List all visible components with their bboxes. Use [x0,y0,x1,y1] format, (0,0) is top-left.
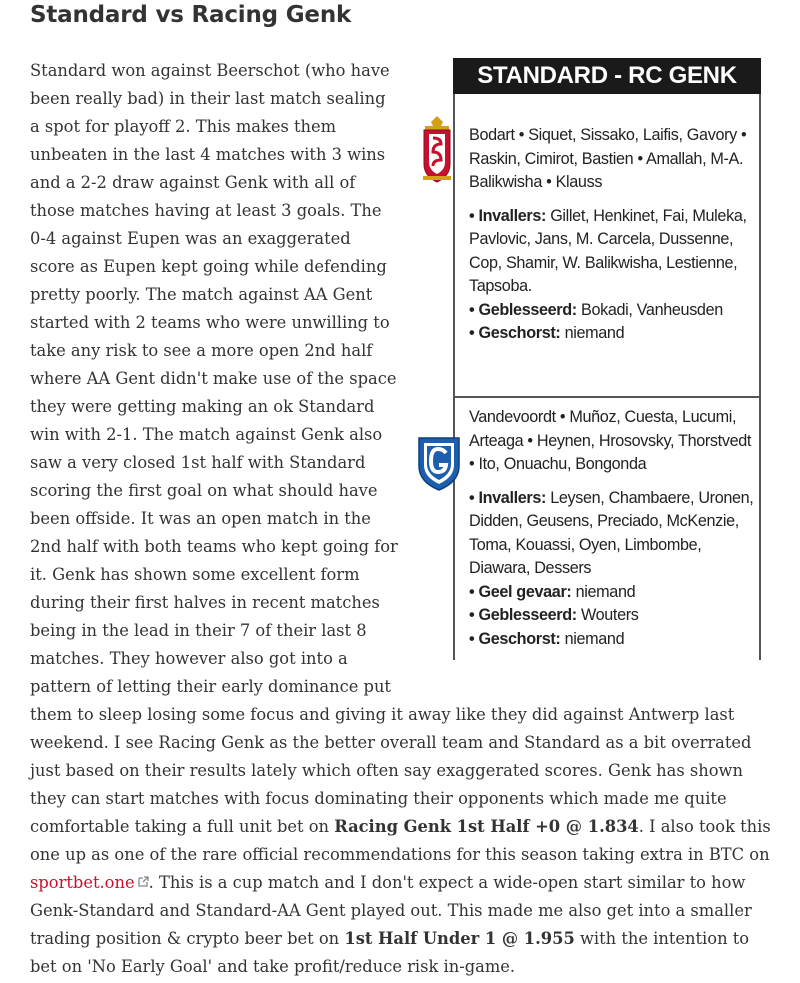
article-text-2: . I also took this one up as one of the rare official recommendations for this season taking extra in BTC on [30,817,771,864]
standard-suspended-label: • Geschorst: [469,324,561,342]
standard-injured-list: Bokadi, Vanheusden [576,300,723,319]
genk-yellow-label: • Geel gevaar: [469,582,572,601]
genk-suspended-label: • Geschorst: [469,629,561,648]
bet-racing-genk-first-half: Racing Genk 1st Half +0 @ 1.834 [334,817,639,836]
external-link-icon [138,876,149,887]
page-title: Standard vs Racing Genk [30,2,352,28]
genk-injured [469,604,759,628]
genk-yellow [469,581,759,605]
article-text-4: with the intention to bet on 'No Early Goal' and take profit/reduce risk in-game. [30,929,750,976]
genk-injured-list: Wouters [576,606,639,624]
genk-injured-label: • Geblesseerd: [469,606,577,624]
standard-injured [469,299,759,323]
standard-subs-label: • Invallers: [469,206,547,225]
sportbet-link[interactable] [30,873,149,892]
standard-lineup-block [469,124,759,346]
standard-lineup: Bodart • Siquet, Sissako, Laifis, Gavory • Raskin, Cimirot, Bastien • Amallah, M-A. Balikwisha • Klauss [469,126,747,191]
standard-injured-label: • Geblesseerd: [469,300,577,319]
standard-suspended [469,322,759,346]
standard-suspended-list: niemand [560,324,625,342]
genk-subs [469,487,759,581]
krc-genk-crest-icon [416,434,462,492]
genk-lineup-block [469,406,759,651]
genk-yellow-list: niemand [571,582,636,601]
article-text-3: . This is a cup match and I don't expect a wide-open start similar to how Genk-Standard and Standard-AA Gent played out. This made me also get into a smaller trading position & crypto beer bet on [30,873,752,948]
bet-first-half-under: 1st Half Under 1 @ 1.955 [344,929,575,948]
standard-subs-list: Gillet, Henkinet, Fai, Muleka, Pavlovic, Jans, M. Carcela, Dussenne, Cop, Shamir, W. Balikwisha, Lestienne, Tapsoba. [469,206,747,295]
genk-suspended-list: niemand [560,629,625,648]
genk-lineup: Vandevoordt • Muñoz, Cuesta, Lucumi, Arteaga • Heynen, Hrosovsky, Thorstvedt • Ito, Onuachu, Bongonda [469,408,752,473]
genk-subs-label: • Invallers: [469,488,547,507]
card-divider [453,396,761,398]
article-text-1: Standard won against Beerschot (who have been really bad) in their last match sealing a spot for playoff 2. This makes them unbeaten in the last 4 matches with 3 wins and a 2-2 draw against Genk with all of those matches having at least 3 goals. The 0-4 against Eupen was an exaggerated score as Eupen kept going while defending pretty poorly. The match against AA Gent started with 2 teams who were unwilling to take any risk to see a more open 2nd half where AA Gent didn't make use of the space they were getting making an ok Standard win with 2-1. The match against Genk also saw a very closed 1st half with Standard scoring the first goal on what should have been offside. It was an open match in the 2nd half with both teams who kept going for it. Genk has shown some excellent form during their first halves in recent matches being in the lead in their 7 of their last 8 matches. They however also got into a pattern of letting their early dominance put them to sleep losing some focus and giving it away like they did against Antwerp last weekend. I see Racing Genk as the better overall team and Standard as a bit overrated just based on their results lately which often say exaggerated scores. Genk has shown they can start matches with focus dominating their opponents which made me quite comfortable taking a full unit bet on [30,61,752,836]
genk-suspended [469,628,759,652]
lineup-card-header: STANDARD - RC GENK [453,58,761,94]
card-border-right [759,94,761,660]
sportbet-link-text[interactable]: sportbet.one [30,873,135,892]
standard-liege-crest-icon [419,114,455,186]
genk-subs-list: Leysen, Chambaere, Uronen, Didden, Geusens, Preciado, McKenzie, Toma, Kouassi, Oyen, Limbombe, Diawara, Dessers [469,488,754,577]
lineup-card [416,58,761,660]
standard-subs [469,205,759,299]
